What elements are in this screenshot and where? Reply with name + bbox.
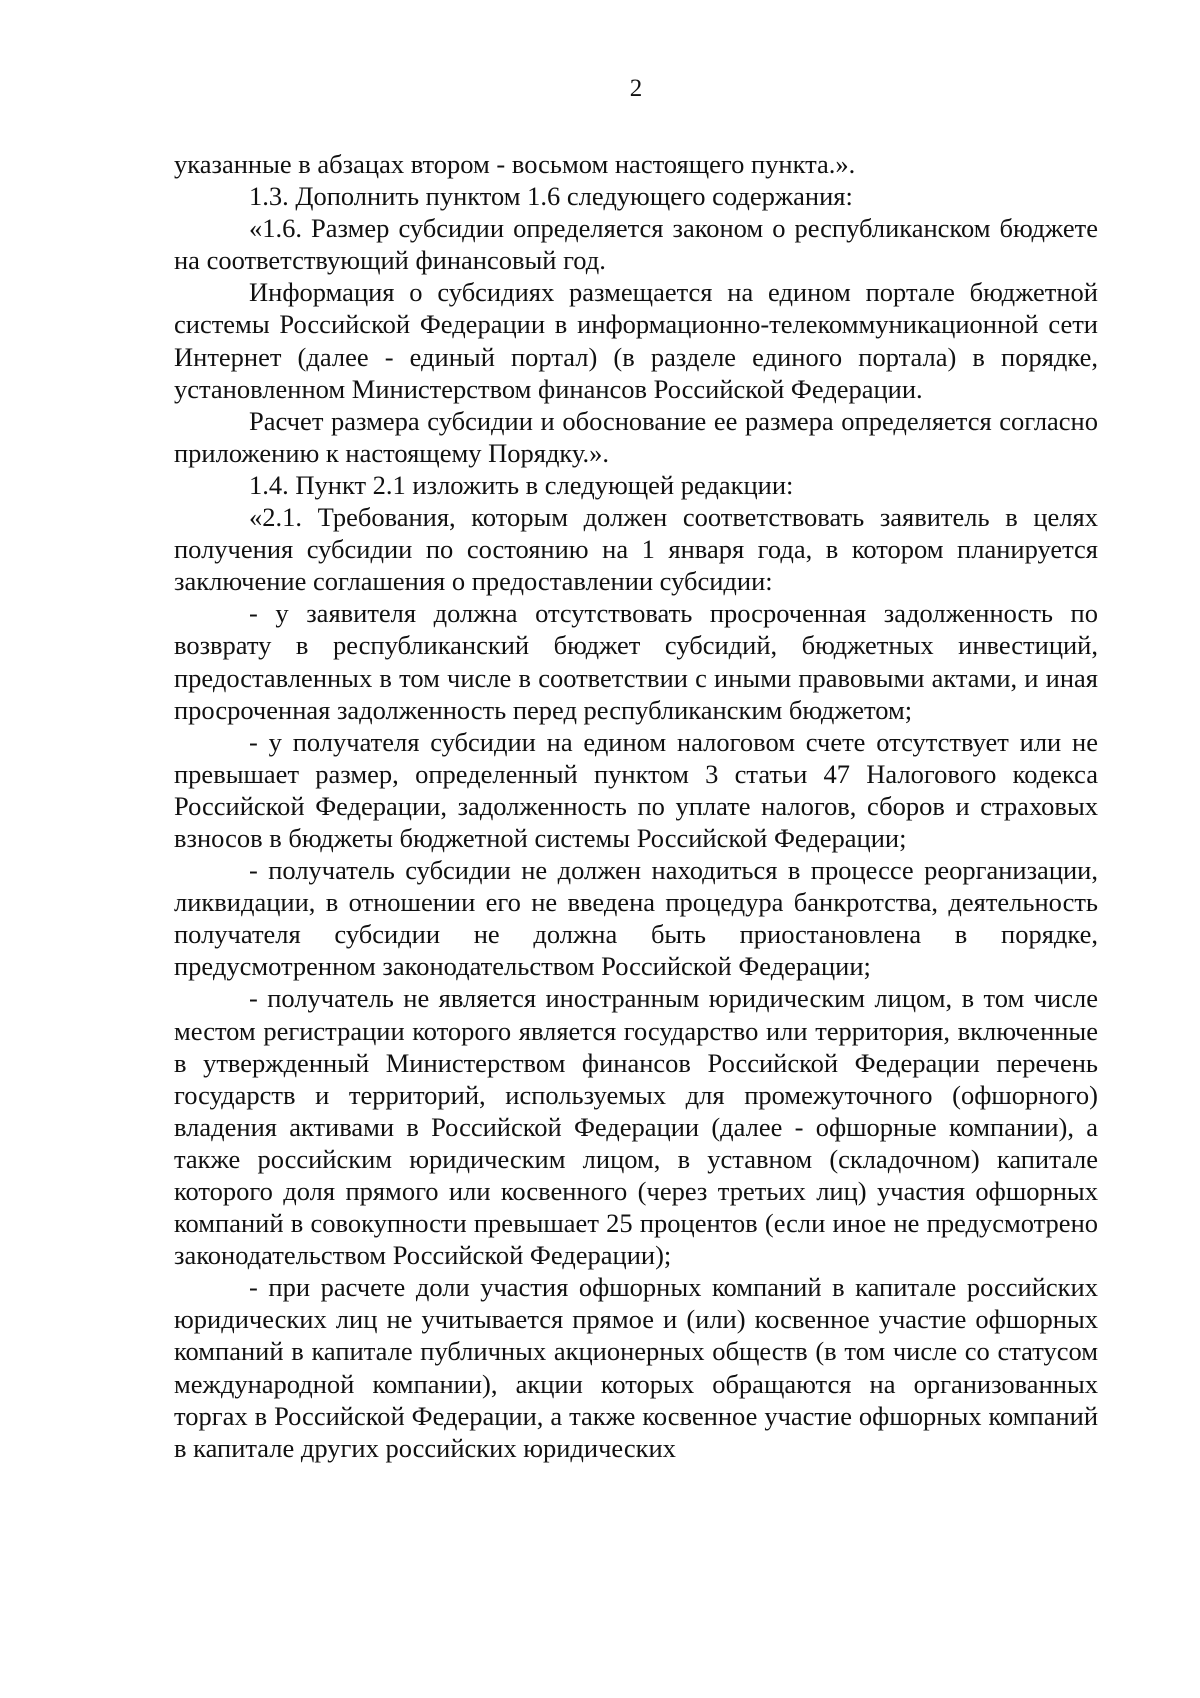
paragraph-requirement-debt: - у заявителя должна отсутствовать просроченная задолженность по возврату в республиканский бюджет субсидий, бюджетных инвестиций, предоставленных в том числе в соответствии с иными правовыми актами, и иная просроченная задолженность перед республиканским бюджетом; [174, 598, 1098, 725]
paragraph-requirement-foreign-entity: - получатель не является иностранным юридическим лицом, в том числе местом регистрации которого является государство или территория, включенные в утвержденный Министерством финансов Российской Федерации перечень государств и территорий, используемых для промежуточного (офшорного) владения активами в Российской Федерации (далее - офшорные компании), а также российским юридическим лицом, в уставном (складочном) капитале которого доля прямого или косвенного (через третьих лиц) участия офшорных компаний в совокупности превышает 25 процентов (если иное не предусмотрено законодательством Российской Федерации); [174, 983, 1098, 1271]
paragraph-requirement-offshore-share: - при расчете доли участия офшорных компаний в капитале российских юридических лиц не учитывается прямое и (или) косвенное участие офшорных компаний в капитале публичных акционерных обществ (в том числе со статусом международной компании), акции которых обращаются на организованных торгах в Российской Федерации, а также косвенное участие офшорных компаний в капитале других российских юридических [174, 1272, 1098, 1463]
document-page [174, 0, 1098, 1698]
document-body [174, 148, 1098, 1464]
paragraph-requirement-reorganization: - получатель субсидии не должен находиться в процессе реорганизации, ликвидации, в отношении его не введена процедура банкротства, деятельность получателя субсидии не должна быть приостановлена в порядке, предусмотренном законодательством Российской Федерации; [174, 855, 1098, 982]
paragraph-item-2-1: «2.1. Требования, которым должен соответствовать заявитель в целях получения субсидии по состоянию на 1 января года, в котором планируется заключение соглашения о предоставлении субсидии: [174, 502, 1098, 597]
paragraph-subsidy-info: Информация о субсидиях размещается на едином портале бюджетной системы Российской Федерации в информационно-телекоммуникационной сети Интернет (далее - единый портал) (в разделе единого портала) в порядке, установленном Министерством финансов Российской Федерации. [174, 277, 1098, 404]
paragraph-continuation: указанные в абзацах втором - восьмом настоящего пункта.». [174, 149, 856, 179]
paragraph-item-1-4: 1.4. Пункт 2.1 изложить в следующей редакции: [249, 469, 794, 500]
paragraph-subsidy-calculation: Расчет размера субсидии и обоснование ее размера определяется согласно приложению к настоящему Порядку.». [174, 405, 1098, 468]
paragraph-item-1-6: «1.6. Размер субсидии определяется законом о республиканском бюджете на соответствующий финансовый год. [174, 213, 1098, 276]
paragraph-requirement-tax: - у получателя субсидии на едином налоговом счете отсутствует или не превышает размер, определенный пунктом 3 статьи 47 Налогового кодекса Российской Федерации, задолженность по уплате налогов, сборов и страховых взносов в бюджеты бюджетной системы Российской Федерации; [174, 726, 1098, 853]
page-number: 2 [629, 75, 643, 102]
paragraph-item-1-3: 1.3. Дополнить пунктом 1.6 следующего содержания: [249, 181, 853, 212]
